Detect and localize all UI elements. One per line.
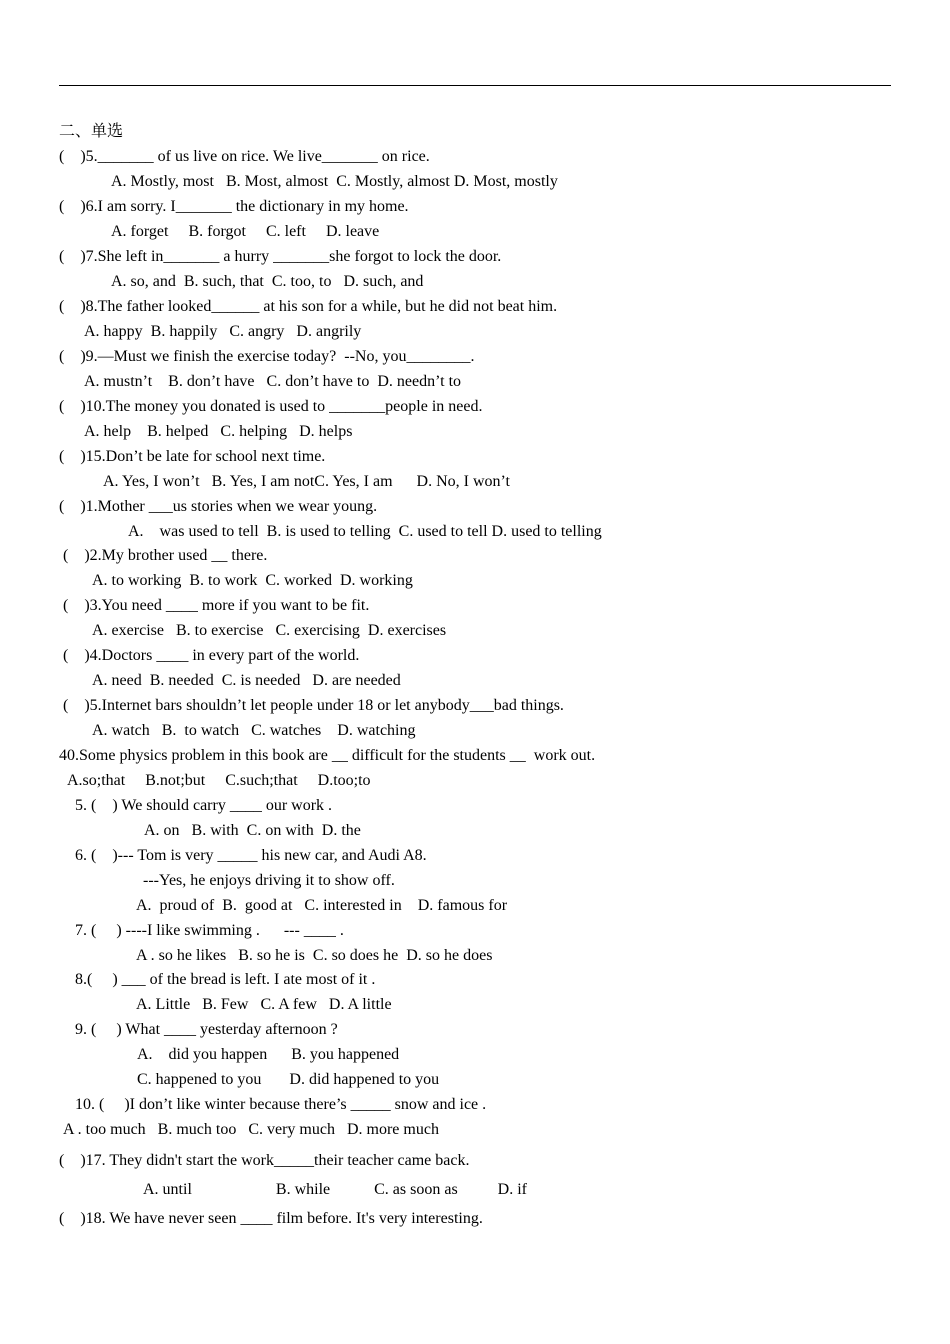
question-line: ( )1.Mother ___us stories when we wear young. <box>59 498 378 515</box>
options-line: A. watch B. to watch C. watches D. watching <box>92 722 416 739</box>
question-line: ( )17. They didn't start the work_____their teacher came back. <box>59 1152 470 1169</box>
options-line: A. Mostly, most B. Most, almost C. Mostly, almost D. Most, mostly <box>111 173 558 190</box>
options-line: A.so;that B.not;but C.such;that D.too;to <box>67 772 371 789</box>
question-line: ( )8.The father looked______ at his son for a while, but he did not beat him. <box>59 298 558 315</box>
options-line: C. happened to you D. did happened to you <box>137 1071 440 1088</box>
question-line: ( )9.—Must we finish the exercise today? --No, you________. <box>59 348 475 365</box>
question-line: ( )15.Don’t be late for school next time. <box>59 448 326 465</box>
section-title: 二、单选 <box>59 123 124 140</box>
question-line: 9. ( ) What ____ yesterday afternoon ? <box>75 1021 338 1038</box>
question-line: 8.( ) ___ of the bread is left. I ate most of it . <box>75 971 376 988</box>
question-line: ( )2.My brother used __ there. <box>63 547 268 564</box>
options-line: A. exercise B. to exercise C. exercising D. exercises <box>92 622 447 639</box>
options-line: A. on B. with C. on with D. the <box>144 822 361 839</box>
header-rule <box>59 85 891 86</box>
question-line: 5. ( ) We should carry ____ our work . <box>75 797 333 814</box>
options-line: A. help B. helped C. helping D. helps <box>84 423 353 440</box>
question-line: ( )5._______ of us live on rice. We live_______ on rice. <box>59 148 430 165</box>
options-line: A. proud of B. good at C. interested in D. famous for <box>136 897 508 914</box>
question-line: 10. ( )I don’t like winter because there’s _____ snow and ice . <box>75 1096 487 1113</box>
options-line: A. so, and B. such, that C. too, to D. such, and <box>111 273 424 290</box>
options-line: A. until B. while C. as soon as D. if <box>143 1181 527 1198</box>
question-line: ( )18. We have never seen ____ film before. It's very interesting. <box>59 1210 483 1227</box>
question-line: ( )3.You need ____ more if you want to be fit. <box>63 597 370 614</box>
options-line: A. did you happen B. you happened <box>137 1046 400 1063</box>
question-line: ( )10.The money you donated is used to _______people in need. <box>59 398 483 415</box>
options-line: A . so he likes B. so he is C. so does he D. so he does <box>136 947 493 964</box>
options-line: A. to working B. to work C. worked D. working <box>92 572 413 589</box>
question-line: ( )6.I am sorry. I_______ the dictionary in my home. <box>59 198 409 215</box>
question-line: 40.Some physics problem in this book are __ difficult for the students __ work out. <box>59 747 596 764</box>
options-line: A. mustn’t B. don’t have C. don’t have to D. needn’t to <box>84 373 462 390</box>
options-line: A. happy B. happily C. angry D. angrily <box>84 323 362 340</box>
question-line: 7. ( ) ----I like swimming . --- ____ . <box>75 922 344 939</box>
options-line: A. Little B. Few C. A few D. A little <box>136 996 392 1013</box>
question-line: ( )7.She left in_______ a hurry _______she forgot to lock the door. <box>59 248 502 265</box>
question-line: ( )5.Internet bars shouldn’t let people under 18 or let anybody___bad things. <box>63 697 564 714</box>
question-line: 6. ( )--- Tom is very _____ his new car, and Audi A8. <box>75 847 427 864</box>
options-line: A. Yes, I won’t B. Yes, I am notC. Yes, I am D. No, I won’t <box>103 473 510 490</box>
options-line: A . too much B. much too C. very much D. more much <box>63 1121 439 1138</box>
question-line: ( )4.Doctors ____ in every part of the world. <box>63 647 360 664</box>
options-line: A. need B. needed C. is needed D. are needed <box>92 672 401 689</box>
options-line: A. was used to tell B. is used to telling C. used to tell D. used to telling <box>128 523 602 540</box>
options-line: A. forget B. forgot C. left D. leave <box>111 223 380 240</box>
dialogue-line: ---Yes, he enjoys driving it to show off. <box>143 872 395 889</box>
